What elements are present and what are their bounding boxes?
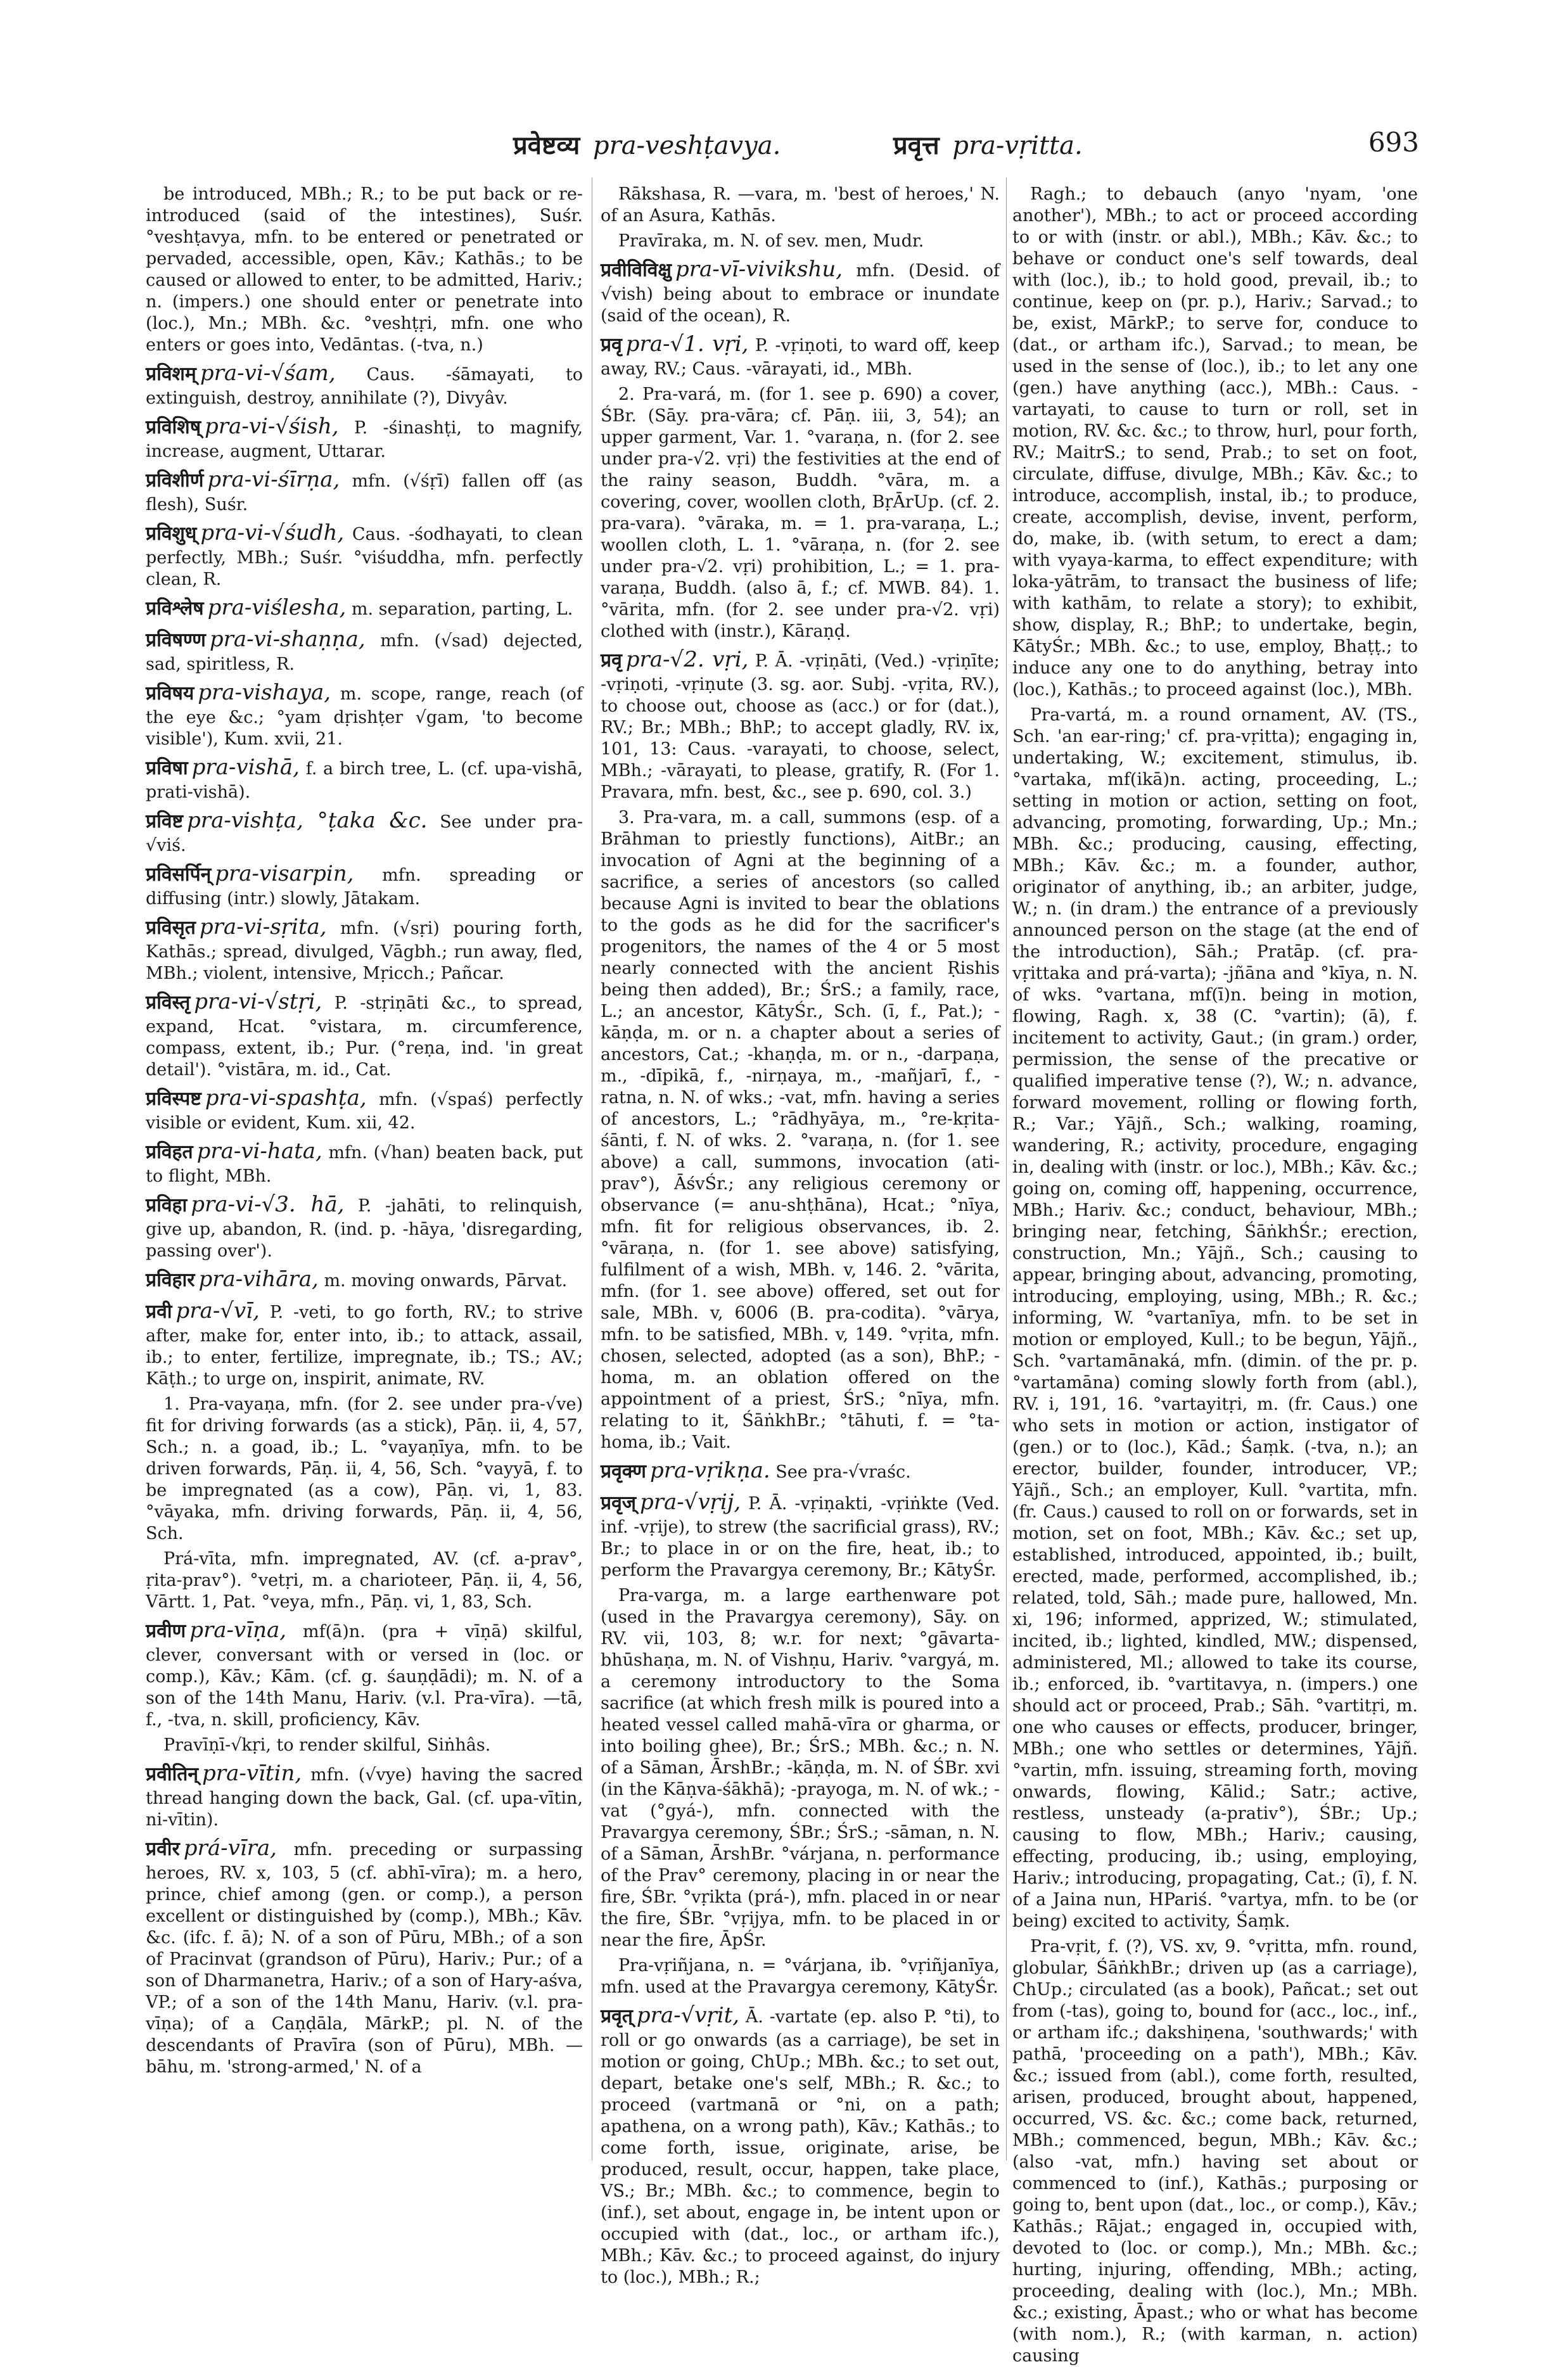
dictionary-entry bbox=[146, 988, 583, 1081]
headword-roman: pra-vi-√3. hā, bbox=[191, 1192, 345, 1217]
page-header bbox=[146, 127, 1419, 171]
dictionary-entry bbox=[601, 331, 1000, 380]
headword-roman: pra-vī-vivikshu, bbox=[675, 257, 843, 282]
entry-definition: mfn. (√han) beaten back, put to flight, MBh. bbox=[146, 1143, 583, 1186]
entry-definition: mfn. (√śṛī) fallen off (as flesh), Suśr. bbox=[146, 471, 583, 514]
entry-headword bbox=[146, 989, 322, 1014]
entry-definition: See pra-√vraśc. bbox=[775, 1462, 911, 1482]
headword-devanagari: प्रविशुध् bbox=[146, 523, 197, 545]
headword-roman: pra-vishā, bbox=[191, 755, 300, 780]
entry-headword bbox=[146, 914, 327, 940]
dictionary-entry bbox=[146, 860, 583, 910]
entry-definition: 2. Pra-vará, m. (for 1. see p. 690) a cover, ŚBr. (Sāy. pra-vāra; cf. Pāṇ. iii, 3, 54); an upper garment, Var. 1. °varaṇa, n. (for 2. see under pra-√2. vṛi) the festivities at the end of the rainy season, Buddh. °vāra, m. a covering, cover, woollen cloth, BṛĀrUp. (cf. 2. pra-vara). °vāraka, m. = 1. pra-varaṇa, L.; woollen cloth, L. 1. °vāraṇa, n. (for 2. see under pra-√2. vṛi) prohibition, L.; = 1. pra-varaṇa, Buddh. (also ā, f.; cf. MWB. 84). 1. °vārita, mfn. (for 2. see under pra-√2. vṛi) clothed with (instr.), Kāraṇḍ. bbox=[601, 385, 1000, 641]
entry-headword bbox=[146, 1298, 260, 1324]
headword-roman: pra-vihāra, bbox=[198, 1266, 319, 1292]
entry-headword bbox=[146, 595, 346, 620]
headword-roman: prá-vīra, bbox=[183, 1835, 277, 1861]
entry-definition: Pra-vṛit, f. (?), VS. xv, 9. °vṛitta, mfn. round, globular, ŚāṅkhBr.; driven up (as a carriage), ChUp.; circulated (as a book), Pañcat.; set out from (-tas), going to, bound for (acc., loc., inf., or artham ifc.; dakshiṇena, 'southwards;' with pathā, 'proceeding on a path'), MBh.; Kāv. &c.; issued from (abl.), come forth, resulted, arisen, produced, brought about, happened, occurred, VS. &c. &c.; come back, returned, MBh.; commenced, begun, MBh.; Kāv. &c.; (also -vat, mfn.) having set about or commenced to (inf.), Kathās.; purposing or going to, bent upon (dat., loc., or comp.), Kāv.; Kathās.; Rājat.; engaged in, occupied with, devoted to (loc. or comp.), Mn.; MBh. &c.; hurting, injuring, offending, MBh.; acting, proceeding, dealing with (loc.), Mn.; MBh. &c.; existing, Āpast.; who or what has become (with nom.), R.; (with karman, n. action) causing bbox=[1012, 1937, 1418, 2366]
dictionary-entry bbox=[146, 1138, 583, 1187]
column-3 bbox=[1012, 184, 1418, 2366]
entry-definition: mfn. preceding or surpassing heroes, RV. x, 103, 5 (cf. abhī-vīra); m. a hero, prince, chief among (gen. or comp.), a person excellent or distinguished by (comp.), MBh.; Kāv. &c. (ifc. f. ā); N. of a son of Pūru, MBh.; of a son of Pracinvat (grandson of Pūru), Hariv.; Pur.; of a son of Dharmanetra, Hariv.; of a son of Hary-aśva, VP.; of a son of the 14th Manu, Hariv. (v.l. pra-vīṇa); of a Caṇḍāla, MārkP.; pl. N. of the descendants of Pravīra (son of Pūru), MBh. —bāhu, m. 'strong-armed,' N. of a bbox=[146, 1840, 583, 2077]
entry-definition: See under pra-√viś. bbox=[146, 812, 583, 855]
entry-headword bbox=[146, 1139, 322, 1164]
dictionary-entry bbox=[146, 679, 583, 750]
headword-devanagari: प्रवीतिन् bbox=[146, 1763, 199, 1785]
headword-devanagari: प्रविस्तृ bbox=[146, 992, 191, 1014]
dictionary-entry bbox=[146, 1266, 583, 1294]
entry-headword bbox=[146, 467, 340, 492]
headword-roman: pra-√1. vṛi, bbox=[625, 331, 749, 357]
dictionary-entry bbox=[146, 1760, 583, 1831]
entry-definition: P. Ā. -vṛiṇāti, (Ved.) -vṛiṇīte; -vṛiṇoti, -vṛiṇute (3. sg. aor. Subj. -vṛita, RV.), to choose out, choose as (acc.) or for (dat.), RV.; Br.; MBh.; BhP.; to accept gladly, RV. ix, 101, 13: Caus. -varayati, to choose, select, MBh.; -vārayati, to please, gratify, R. (For 1. Pravara, mfn. best, &c., see p. 690, col. 3.) bbox=[601, 651, 1000, 802]
headword-devanagari: प्रवीविविक्षु bbox=[601, 259, 672, 281]
headword-devanagari: प्रविहत bbox=[146, 1141, 193, 1163]
headword-roman: pra-√2. vṛi, bbox=[625, 647, 749, 672]
dictionary-entry bbox=[601, 807, 1000, 1453]
entry-headword bbox=[601, 257, 843, 282]
dictionary-entry bbox=[601, 2002, 1000, 2288]
dictionary-entry bbox=[146, 1735, 583, 1756]
entry-definition: Caus. -śodhayati, to clean perfectly, MBh.; Suśr. °viśuddha, mfn. perfectly clean, R. bbox=[146, 525, 583, 589]
entry-definition: Pravīraka, m. N. of sev. men, Mudr. bbox=[618, 231, 924, 251]
dictionary-entry bbox=[601, 1457, 1000, 1485]
entry-definition: P. Ā. -vṛiṇakti, -vṛiṅkte (Ved. inf. -vṛije), to strew (the sacrificial grass), RV.; Br.; to place in or on the fire, heat, ib.; to perform the Pravargya ceremony, Br.; KātyŚr. bbox=[601, 1494, 1000, 1580]
entry-headword bbox=[146, 1266, 319, 1292]
entry-definition: P. -veti, to go forth, RV.; to strive after, make for, enter into, ib.; to attack, assail, ib.; to enter, fertilize, impregnate, ib.; TS.; AV.; Kāṭh.; to urge on, inspirit, animate, RV. bbox=[146, 1303, 583, 1389]
dictionary-entry bbox=[146, 1394, 583, 1545]
column-rule-2 bbox=[1006, 177, 1007, 2160]
dictionary-entry bbox=[601, 1585, 1000, 1951]
dictionary-entry bbox=[1012, 1936, 1418, 2367]
entry-definition: mfn. (√vye) having the sacred thread hanging down the back, Gal. (cf. upa-vītin, ni-vītin). bbox=[146, 1765, 583, 1830]
entry-definition: Caus. -śāmayati, to extinguish, destroy, annihilate (?), Divyâv. bbox=[146, 365, 583, 408]
headword-devanagari: प्रविष्ट bbox=[146, 810, 184, 833]
entry-headword bbox=[146, 1835, 277, 1861]
headword-roman: pra-vi-śīrṇa, bbox=[207, 467, 340, 492]
dictionary-entry bbox=[601, 646, 1000, 803]
dictionary-entry bbox=[146, 466, 583, 516]
headword-roman: pra-vi-√śudh, bbox=[200, 520, 345, 545]
headword-devanagari: प्रविशिष् bbox=[146, 416, 201, 438]
entry-definition: 3. Pra-vara, m. a call, summons (esp. of a Brāhman to priestly functions), AitBr.; an invocation of Agni at the beginning of a sacrifice, a series of ancestors (so called because Agni is invited to bear the oblations to the gods as he did for the sacrificer's progenitors, the names of the 4 or 5 most nearly connected with the ancient Ṛishis being then added), Br.; ŚrS.; a family, race, L.; an ancestor, KātyŚr., Sch. (ī, f., Pat.); -kāṇḍa, m. or n. a chapter about a series of ancestors, Cat.; -khaṇḍa, m. or n., -darpaṇa, m., -dīpikā, f., -nirṇaya, m., -mañjarī, f., -ratna, n. N. of wks.; -vat, mfn. having a series of ancestors, L.; °rādhyāya, m., °re-kṛita-śānti, f. N. of wks. 2. °varaṇa, n. (for 1. see above) a call, summons, invocation (ati-prav°), ĀśvŚr.; any religious ceremony or observance (= anu-shṭhāna), Hcat.; °nīya, mfn. fit for religious observances, ib. 2. °vāraṇa, n. (for 1. see above) satisfying, fulfilment of a wish, MBh. v, 146. 2. °vārita, mfn. (for 1. see above) offered, set out for sale, MBh. v, 6006 (B. pra-codita). °vārya, mfn. to be satisfied, MBh. v, 149. °vṛita, mfn. chosen, selected, adopted (as a son), BhP.; -homa, m. an oblation offered on the appointment of a priest, ŚrS.; °nīya, mfn. relating to it, ŚāṅkhBr.; °tāhuti, f. = °ta-homa, ib.; Vait. bbox=[601, 808, 1000, 1452]
entry-definition: be introduced, MBh.; R.; to be put back or re-introduced (said of the intestines), Suśr. °veshṭavya, mfn. to be entered or penetrated or pervaded, accessible, open, Kāv.; Kathās.; to be caused or allowed to enter, to be admitted, Hariv.; n. (impers.) one should enter or penetrate into (loc.), Mn.; MBh. &c. °veshṭṛi, mfn. one who enters or goes into, Vedāntas. (-tva, n.) bbox=[146, 184, 583, 355]
running-head-center-roman: pra-vṛitta. bbox=[952, 131, 1083, 160]
dictionary-entry bbox=[146, 594, 583, 622]
dictionary-entry bbox=[146, 807, 583, 857]
dictionary-entry bbox=[601, 1489, 1000, 1581]
running-head-left-roman: pra-veshṭavya. bbox=[592, 131, 781, 160]
entry-definition: Ā. -vartate (ep. also P. °ti), to roll or go onwards (as a carriage), be set in motion or going, ChUp.; MBh. &c.; to set out, depart, betake one's self, MBh.; R. &c.; to proceed (vartmanā or °ni, on a path; apathena, on a wrong path), Kāv.; Kathās.; to come forth, issue, originate, arise, be produced, result, occur, happen, take place, VS.; Br.; MBh. &c.; to commence, begin to (inf.), set about, engage in, be intent upon or occupied with (dat., loc., or artham ifc.), MBh.; Kāv. &c.; to proceed against, do injury to (loc.), MBh.; R.; bbox=[601, 2007, 1000, 2287]
entry-definition: mfn. (√sad) dejected, sad, spiritless, R. bbox=[146, 631, 583, 674]
headword-devanagari: प्रवृ bbox=[601, 334, 622, 356]
headword-devanagari: प्रविषा bbox=[146, 757, 188, 779]
dictionary-entry bbox=[146, 1085, 583, 1134]
entry-definition: Pravīṇī-√kṛi, to render skilful, Siṅhâs. bbox=[163, 1735, 491, 1755]
entry-definition: m. separation, parting, L. bbox=[351, 599, 573, 619]
dictionary-entry bbox=[601, 1955, 1000, 1998]
headword-roman: pra-vi-sṛita, bbox=[199, 914, 327, 940]
dictionary-entry bbox=[146, 520, 583, 590]
entry-definition: Ragh.; to debauch (anyo 'nyam, 'one another'), MBh.; to act or proceed according to or with (instr. or abl.), MBh.; Kāv. &c.; to behave or conduct one's self towards, deal with (loc.), ib.; to hold good, prevail, ib.; to continue, keep on (pr. p.), Hariv.; Sarvad.; to be, exist, MārkP.; to serve for, conduce to (dat., or artham ifc.), Sarvad.; to mean, be used in the sense of (loc.), ib.; to let any one (gen.) have anything (acc.), MBh.: Caus. -vartayati, to cause to turn or roll, set in motion, RV. &c. &c.; to throw, hurl, pour forth, RV.; MaitrS.; to send, Prab.; to set on foot, circulate, diffuse, divulge, MBh.; Kāv. &c.; to introduce, accomplish, instal, ib.; to produce, create, accomplish, devise, invent, perform, do, make, ib. (with setum, to erect a dam; with vyaya-karma, to effect expenditure; with loka-yātrām, to transact the business of life; with kathām, to relate a story); to exhibit, show, display, R.; BhP.; to undertake, begin, KātyŚr.; MBh. &c.; to use, employ, Bhaṭṭ.; to induce any one to do anything, betray into (loc.), Kathās.; to proceed against (loc.), MBh. bbox=[1012, 184, 1418, 699]
headword-devanagari: प्रविषय bbox=[146, 682, 194, 705]
headword-devanagari: प्रविषण्ण bbox=[146, 629, 206, 651]
dictionary-entry bbox=[146, 1191, 583, 1262]
entry-definition: P. -śinashṭi, to magnify, increase, augment, Uttarar. bbox=[146, 418, 583, 461]
headword-roman: pra-vi-√śish, bbox=[205, 414, 339, 439]
entry-headword bbox=[146, 1761, 302, 1786]
entry-definition: Pra-vṛiñjana, n. = °várjana, ib. °vṛiñjanīya, mfn. used at the Pravargya ceremony, KātyŚr. bbox=[601, 1956, 1000, 1997]
headword-devanagari: प्रवीण bbox=[146, 1620, 186, 1642]
entry-definition: 1. Pra-vayaṇa, mfn. (for 2. see under pra-√ve) fit for driving forwards (as a stick), Pāṇ. ii, 4, 57, Sch.; n. a goad, ib.; L. °vayaṇīya, mfn. to be driven forwards, Pāṇ. ii, 4, 56, Sch. °vayyā, f. to be impregnated (as a cow), Pāṇ. vi, 1, 83. °vāyaka, mfn. driving forwards, Pāṇ. ii, 4, 56, Sch. bbox=[146, 1394, 583, 1543]
entry-headword bbox=[146, 680, 331, 705]
running-head-left bbox=[513, 127, 781, 162]
dictionary-entry bbox=[601, 384, 1000, 642]
dictionary-entry bbox=[146, 1835, 583, 2078]
headword-devanagari: प्रविहार bbox=[146, 1269, 195, 1291]
headword-roman: pra-visarpin, bbox=[215, 861, 354, 886]
dictionary-entry bbox=[601, 256, 1000, 327]
entry-definition: m. moving onwards, Pārvat. bbox=[324, 1271, 568, 1291]
entry-headword bbox=[146, 627, 366, 652]
entry-definition: mfn. (√spaś) perfectly visible or evident, Kum. xii, 42. bbox=[146, 1090, 583, 1133]
dictionary-entry bbox=[146, 413, 583, 463]
dictionary-entry bbox=[146, 626, 583, 675]
dictionary-entry bbox=[601, 231, 1000, 252]
entry-definition: P. -vṛiṇoti, to ward off, keep away, RV.; Caus. -vārayati, id., MBh. bbox=[601, 336, 1000, 379]
entry-headword bbox=[146, 1192, 344, 1217]
headword-devanagari: प्रवीर bbox=[146, 1838, 180, 1860]
headword-roman: pra-vi-√śam, bbox=[200, 360, 336, 386]
headword-devanagari: प्रविशीर्ण bbox=[146, 469, 204, 492]
headword-roman: pra-√vī, bbox=[175, 1298, 260, 1324]
dictionary-entry bbox=[1012, 184, 1418, 701]
entry-headword bbox=[146, 520, 344, 545]
dictionary-entry bbox=[146, 1298, 583, 1390]
entry-definition: mfn. (Desid. of √vish) being about to embrace or inundate (said of the ocean), R. bbox=[601, 261, 1000, 326]
entry-headword bbox=[146, 755, 300, 780]
headword-devanagari: प्रवृत् bbox=[601, 2005, 633, 2027]
entry-definition: Rākshasa, R. —vara, m. 'best of heroes,' N. of an Asura, Kathās. bbox=[601, 184, 1000, 226]
entry-definition: P. -stṛiṇāti &c., to spread, expand, Hcat. °vistara, m. circumference, compass, extent, ib.; Pur. (°reṇa, ind. 'in great detail'). °vistāra, m. id., Cat. bbox=[146, 993, 583, 1080]
entry-definition: f. a birch tree, L. (cf. upa-vishā, prati-vishā). bbox=[146, 759, 583, 802]
entry-headword bbox=[601, 331, 748, 357]
headword-roman: pra-vītin, bbox=[202, 1761, 302, 1786]
headword-devanagari: प्रविश्लेष bbox=[146, 597, 204, 620]
page-number: 693 bbox=[1368, 127, 1419, 158]
entry-headword bbox=[146, 414, 339, 439]
headword-devanagari: प्रवृक्ण bbox=[601, 1460, 646, 1483]
entry-headword bbox=[146, 861, 354, 886]
headword-devanagari: प्रविसृत bbox=[146, 917, 196, 939]
running-head-center-devanagari: प्रवृत्त bbox=[893, 131, 940, 160]
entry-headword bbox=[601, 2003, 739, 2028]
headword-devanagari: प्रविस्पष्ट bbox=[146, 1088, 201, 1110]
entry-definition: mfn. (√sṛi) pouring forth, Kathās.; spread, divulged, Vāgbh.; run away, fled, MBh.; violent, intensive, Mṛicch.; Pañcar. bbox=[146, 919, 583, 983]
dictionary-entry bbox=[146, 1548, 583, 1613]
headword-roman: pra-√vṛit, bbox=[636, 2003, 740, 2028]
headword-roman: pra-vi-hata, bbox=[196, 1139, 322, 1164]
dictionary-entry bbox=[146, 914, 583, 985]
entry-definition: m. scope, range, reach (of the eye &c.; °yam dṛishṭer √gam, 'to become visible'), Kum. xvii, 21. bbox=[146, 684, 583, 749]
dictionary-entry bbox=[146, 754, 583, 803]
headword-roman: pra-vi-shaṇṇa, bbox=[209, 627, 366, 652]
entry-definition: mf(ā)n. (pra + vīṇā) skilful, clever, conversant with or versed in (loc. or comp.), Kāv.; Kām. (cf. g. śauṇḍādi); m. N. of a son of the 14th Manu, Hariv. (v.l. Pra-vīra). —tā, f., -tva, n. skill, proficiency, Kāv. bbox=[146, 1622, 583, 1730]
headword-roman: pra-vi-spashṭa, bbox=[205, 1085, 367, 1111]
headword-devanagari: प्रवृज् bbox=[601, 1492, 637, 1514]
running-head-left-devanagari: प्रवेष्टव्य bbox=[513, 131, 580, 160]
entry-definition: P. -jahāti, to relinquish, give up, abandon, R. (ind. p. -hāya, 'disregarding, passing over'). bbox=[146, 1196, 583, 1261]
headword-roman: pra-vīṇa, bbox=[189, 1617, 287, 1643]
headword-devanagari: प्रविसर्पिन् bbox=[146, 864, 212, 886]
entry-headword bbox=[146, 360, 336, 386]
running-head-center bbox=[893, 127, 1083, 162]
entry-headword bbox=[601, 1458, 770, 1483]
entry-headword bbox=[601, 1490, 741, 1515]
dictionary-entry bbox=[146, 1617, 583, 1731]
entry-headword bbox=[601, 647, 748, 672]
entry-definition: mfn. spreading or diffusing (intr.) slowly, Jātakam. bbox=[146, 865, 583, 909]
headword-devanagari: प्रवी bbox=[146, 1301, 172, 1323]
headword-roman: pra-vishaya, bbox=[198, 680, 331, 705]
headword-roman: pra-√vṛij, bbox=[640, 1490, 741, 1515]
headword-roman: pra-viślesha, bbox=[207, 595, 347, 620]
headword-roman: pra-vishṭa, °ṭaka &c. bbox=[187, 808, 428, 833]
headword-devanagari: प्रविशम् bbox=[146, 363, 196, 385]
headword-devanagari: प्रविहा bbox=[146, 1194, 188, 1216]
entry-definition: Pra-vartá, m. a round ornament, AV. (TS., Sch. 'an ear-ring;' cf. pra-vṛitta); engaging in, undertaking, W.; excitement, stimulus, ib. °vartaka, mf(ikā)n. acting, proceeding, L.; setting in motion or action, setting on foot, advancing, promoting, forwarding, Up.; Mn.; MBh. &c.; producing, causing, effecting, MBh.; Kāv. &c.; m. a founder, author, originator of anything, ib.; an arbiter, judge, W.; n. (in dram.) the entrance of a previously announced person on the stage (at the end of the introduction), Sāh.; Pratāp. (cf. pra-vṛittaka and prá-varta); -jñāna and °kīya, n. N. of wks. °vartana, mf(ī)n. being in motion, flowing, Ragh. x, 38 (C. °vartin); (ā), f. incitement to activity, Gaut.; (in gram.) order, permission, the sense of the precative or qualified imperative tense (?), W.; n. advance, forward movement, rolling or flowing forth, R.; Var.; Yājñ., Sch.; walking, roaming, wandering, R.; activity, procedure, engaging in, dealing with (instr. or loc.), MBh.; Kāv. &c.; going on, coming off, happening, occurrence, MBh.; Hariv. &c.; conduct, behaviour, MBh.; bringing near, fetching, ŚāṅkhŚr.; erection, construction, Mn.; Yājñ., Sch.; causing to appear, bringing about, advancing, promoting, introducing, employing, using, MBh.; R. &c.; informing, W. °vartanīya, mfn. to be set in motion or employed, Kull.; to be begun, Yājñ., Sch. °vartamānaká, mfn. (dimin. of the pr. p. °vartamāna) coming slowly forth from (abl.), RV. i, 191, 16. °vartayitṛi, m. (fr. Caus.) one who sets in motion or action, instigator of (gen.) or to (loc.), Kād.; Śaṃk. (-tva, n.); an erector, builder, founder, introducer, VP.; Yājñ., Sch.; an employer, Kull. °vartita, mfn. (fr. Caus.) caused to roll on or forwards, set in motion, set on foot, MBh.; Kāv. &c.; set up, established, introduced, appointed, ib.; built, erected, made, performed, accomplished, ib.; related, told, Sāh.; made pure, hallowed, Mn. xi, 196; informed, apprized, W.; stimulated, incited, ib.; lighted, kindled, MW.; dispensed, administered, Ml.; allowed to take its course, ib.; enforced, ib. °vartitavya, n. (impers.) one should act or proceed, Prab.; Sāh. °vartitṛi, m. one who causes or effects, producer, bringer, MBh.; one who settles or determines, Yājñ. °vartin, mfn. issuing, streaming forth, moving onwards, flowing, Kālid.; Satr.; active, restless, unsteady (a-prativ°), ŚBr.; Up.; causing to flow, MBh.; Hariv.; causing, effecting, producing, ib.; using, employing, Hariv.; introducing, propagating, Cat.; (ī), f. N. of a Jaina nun, HPariś. °vartya, mfn. to be (or being) excited to activity, Śaṃk. bbox=[1012, 705, 1418, 1931]
entry-definition: Prá-vīta, mfn. impregnated, AV. (cf. a-prav°, ṛita-prav°). °vetṛi, m. a charioteer, Pāṇ. ii, 4, 56, Vārtt. 1, Pat. °veya, mfn., Pāṇ. vi, 1, 83, Sch. bbox=[146, 1549, 583, 1612]
dictionary-entry bbox=[601, 184, 1000, 227]
headword-roman: pra-vi-√stṛi, bbox=[194, 989, 322, 1014]
entry-headword bbox=[146, 1085, 367, 1111]
dictionary-entry bbox=[146, 184, 583, 356]
column-1 bbox=[146, 184, 583, 2160]
dictionary-entry bbox=[1012, 705, 1418, 1932]
entry-definition: Pra-varga, m. a large earthenware pot (used in the Pravargya ceremony), Sāy. on RV. vii, 103, 8; w.r. for next; °gāvarta-bhūshaṇa, m. N. of Vishṇu, Hariv. °vargyá, m. a ceremony introductory to the Soma sacrifice (at which fresh milk is poured into a heated vessel called mahā-vīra or gharma, or into boiling ghee), Br.; ŚrS.; MBh. &c.; n. N. of a Sāman, ĀrshBr.; -kāṇḍa, m. N. of ŚBr. xvi (in the Kāṇva-śākhā); -prayoga, m. N. of wk.; -vat (°gyá-), mfn. connected with the Pravargya ceremony, ŚBr.; ŚrS.; -sāman, n. N. of a Sāman, ĀrshBr. °várjana, n. performance of the Prav° ceremony, placing in or near the fire, ŚBr. °vṛikta (prá-), mfn. placed in or near the fire, ŚBr. °vṛijya, mfn. to be placed in or near the fire, ĀpŚr. bbox=[601, 1586, 1000, 1950]
entry-headword bbox=[146, 808, 428, 833]
dictionary-entry bbox=[146, 360, 583, 409]
entry-headword bbox=[146, 1617, 286, 1643]
headword-devanagari: प्रवृ bbox=[601, 649, 622, 672]
headword-roman: pra-vṛikṇa. bbox=[649, 1458, 770, 1483]
column-2 bbox=[601, 184, 1000, 2287]
